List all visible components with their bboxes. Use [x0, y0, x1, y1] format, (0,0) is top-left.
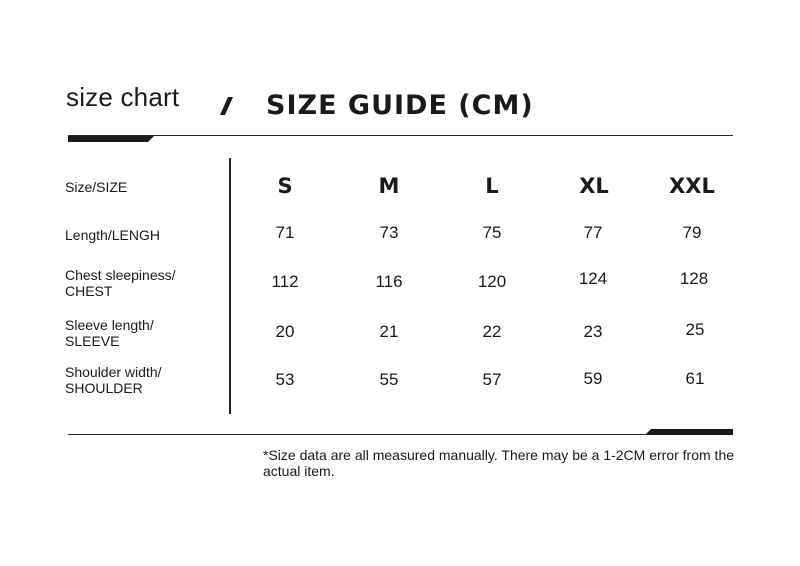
size-header-l: L [485, 174, 499, 198]
size-header-m: M [378, 174, 400, 198]
row-label-size: Size/SIZE [65, 179, 128, 195]
table-cell: 20 [275, 322, 295, 341]
table-cell: 128 [679, 269, 709, 288]
top-divider-accent [68, 134, 154, 142]
table-cell: 22 [482, 322, 502, 341]
size-header-xl: XL [579, 174, 609, 198]
table-cell: 23 [583, 322, 603, 341]
table-cell: 77 [583, 223, 603, 242]
table-cell: 59 [583, 369, 603, 388]
size-guide-heading: SIZE GUIDE (CM) [266, 90, 534, 121]
table-cell: 73 [379, 223, 399, 242]
table-cell: 79 [682, 223, 702, 242]
table-cell: 61 [685, 369, 705, 388]
top-divider [68, 135, 733, 136]
size-header-xxl: XXL [669, 174, 715, 198]
table-cell: 112 [271, 272, 299, 291]
row-label-sleeve: Sleeve length/ SLEEVE [65, 317, 154, 349]
bottom-divider-accent [645, 429, 733, 437]
table-cell: 21 [379, 322, 399, 341]
table-cell: 25 [685, 320, 705, 339]
table-cell: 75 [482, 223, 502, 242]
table-cell: 55 [379, 370, 399, 389]
table-cell: 120 [477, 272, 507, 291]
table-cell: 53 [275, 370, 295, 389]
table-cell: 116 [375, 272, 403, 291]
table-cell: 57 [482, 370, 502, 389]
row-label-length: Length/LENGH [65, 227, 160, 243]
measurement-note: *Size data are all measured manually. There may be a 1-2CM error from the actual item. [263, 447, 735, 479]
table-cell: 124 [578, 269, 608, 288]
slash-separator-icon [220, 96, 234, 116]
size-header-s: S [277, 174, 293, 198]
row-label-shoulder: Shoulder width/ SHOULDER [65, 364, 162, 396]
row-label-chest: Chest sleepiness/ CHEST [65, 267, 176, 299]
table-cell: 71 [275, 223, 295, 242]
bottom-divider [68, 434, 733, 435]
column-divider [229, 158, 231, 414]
page-title-size-chart: size chart [66, 82, 180, 112]
